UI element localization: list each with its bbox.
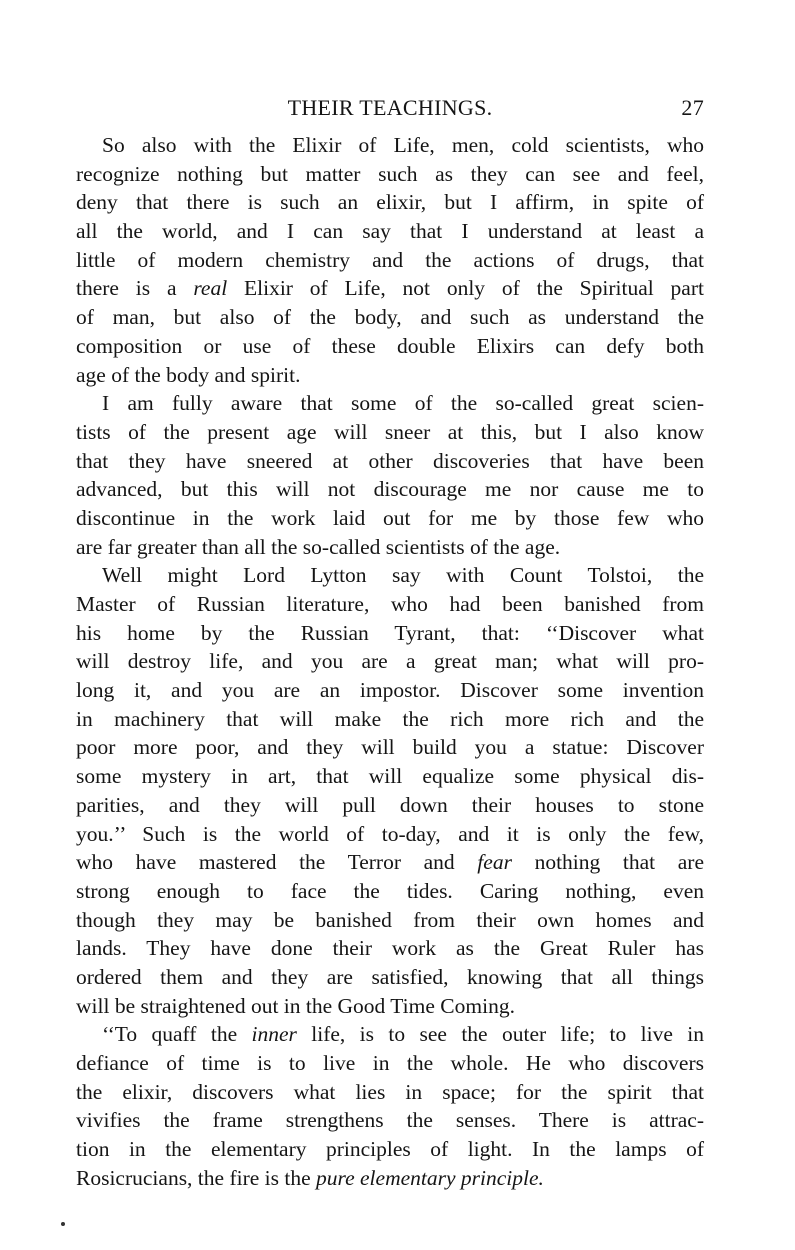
text-segment: ‘‘To quaff the bbox=[102, 1022, 252, 1047]
text-line: deny that there is such an elixir, but I affirm, in spite of bbox=[76, 190, 704, 215]
text-line: advanced, but this will not discourage me nor cause me to bbox=[76, 477, 704, 502]
text-line: long it, and you are an impostor. Discover some invention bbox=[76, 678, 704, 703]
text-segment: life, is to see the outer life; to live in bbox=[296, 1022, 704, 1047]
text-line: defiance of time is to live in the whole. He who discovers bbox=[76, 1051, 704, 1075]
italic-text: fear bbox=[477, 850, 512, 875]
text-line: will be straightened out in the Good Time Coming. bbox=[76, 993, 515, 1018]
text-line: recognize nothing but matter such as they can see and feel, bbox=[76, 161, 704, 186]
text-line: though they may be banished from their own homes and bbox=[76, 907, 704, 932]
text-line: are far greater than all the so-called scientists of the age. bbox=[76, 534, 561, 559]
text-line: strong enough to face the tides. Caring nothing, even bbox=[76, 878, 704, 903]
text-segment: Rosicrucians, the fire is the bbox=[76, 1165, 317, 1190]
text-line: little of modern chemistry and the actions of drugs, that bbox=[76, 247, 704, 272]
text-line: I am fully aware that some of the so-called great scien- bbox=[102, 391, 704, 416]
text-segment: who have mastered the Terror and bbox=[76, 850, 478, 875]
text-line: Master of Russian literature, who had been banished from bbox=[76, 592, 704, 616]
text-line: ordered them and they are satisfied, knowing that all things bbox=[76, 964, 704, 989]
text-line: of man, but also of the body, and such as understand the bbox=[76, 305, 704, 330]
text-line: composition or use of these double Elixirs can defy both bbox=[76, 333, 704, 358]
text-line: you.’’ Such is the world of to-day, and it is only the few, bbox=[76, 821, 704, 846]
page-number: 27 bbox=[681, 95, 704, 120]
text-line: discontinue in the work laid out for me by those few who bbox=[76, 505, 704, 530]
text-line: in machinery that will make the rich more rich and the bbox=[76, 706, 704, 731]
text-line: tists of the present age will sneer at this, but I also know bbox=[76, 419, 704, 444]
text-segment: there is a bbox=[76, 276, 194, 301]
text-line bbox=[76, 848, 704, 877]
body-text bbox=[76, 131, 704, 1192]
text-line: lands. They have done their work as the Great Ruler has bbox=[76, 936, 704, 961]
text-line: his home by the Russian Tyrant, that: ‘‘Discover what bbox=[76, 620, 704, 645]
text-line bbox=[76, 1020, 704, 1049]
italic-text: real bbox=[193, 276, 228, 301]
text-line: all the world, and I can say that I understand at least a bbox=[76, 219, 704, 244]
text-line: So also with the Elixir of Life, men, cold scientists, who bbox=[102, 133, 704, 157]
text-line: that they have sneered at other discoveries that have been bbox=[76, 448, 704, 473]
text-line: the elixir, discovers what lies in space; for the spirit that bbox=[76, 1079, 704, 1104]
text-line: parities, and they will pull down their houses to stone bbox=[76, 792, 704, 817]
italic-text: inner bbox=[251, 1022, 297, 1047]
text-line: poor more poor, and they will build you a statue: Discover bbox=[76, 735, 704, 760]
text-line: tion in the elementary principles of light. In the lamps of bbox=[76, 1137, 704, 1162]
text-segment: nothing that are bbox=[511, 850, 704, 875]
text-line bbox=[76, 274, 704, 303]
running-title: THEIR TEACHINGS. bbox=[287, 95, 493, 120]
text-line: some mystery in art, that will equalize some physical dis- bbox=[76, 764, 704, 789]
running-header bbox=[76, 92, 704, 124]
text-line: Well might Lord Lytton say with Count Tolstoi, the bbox=[102, 563, 704, 588]
text-line: vivifies the frame strengthens the senses. There is attrac- bbox=[76, 1108, 704, 1133]
text-line bbox=[76, 1164, 704, 1193]
italic-text: pure elementary principle. bbox=[316, 1165, 544, 1190]
text-line: will destroy life, and you are a great man; what will pro- bbox=[76, 649, 704, 674]
text-segment: Elixir of Life, not only of the Spiritual part bbox=[227, 276, 704, 301]
print-speck bbox=[61, 1222, 65, 1226]
text-line: age of the body and spirit. bbox=[76, 362, 301, 387]
